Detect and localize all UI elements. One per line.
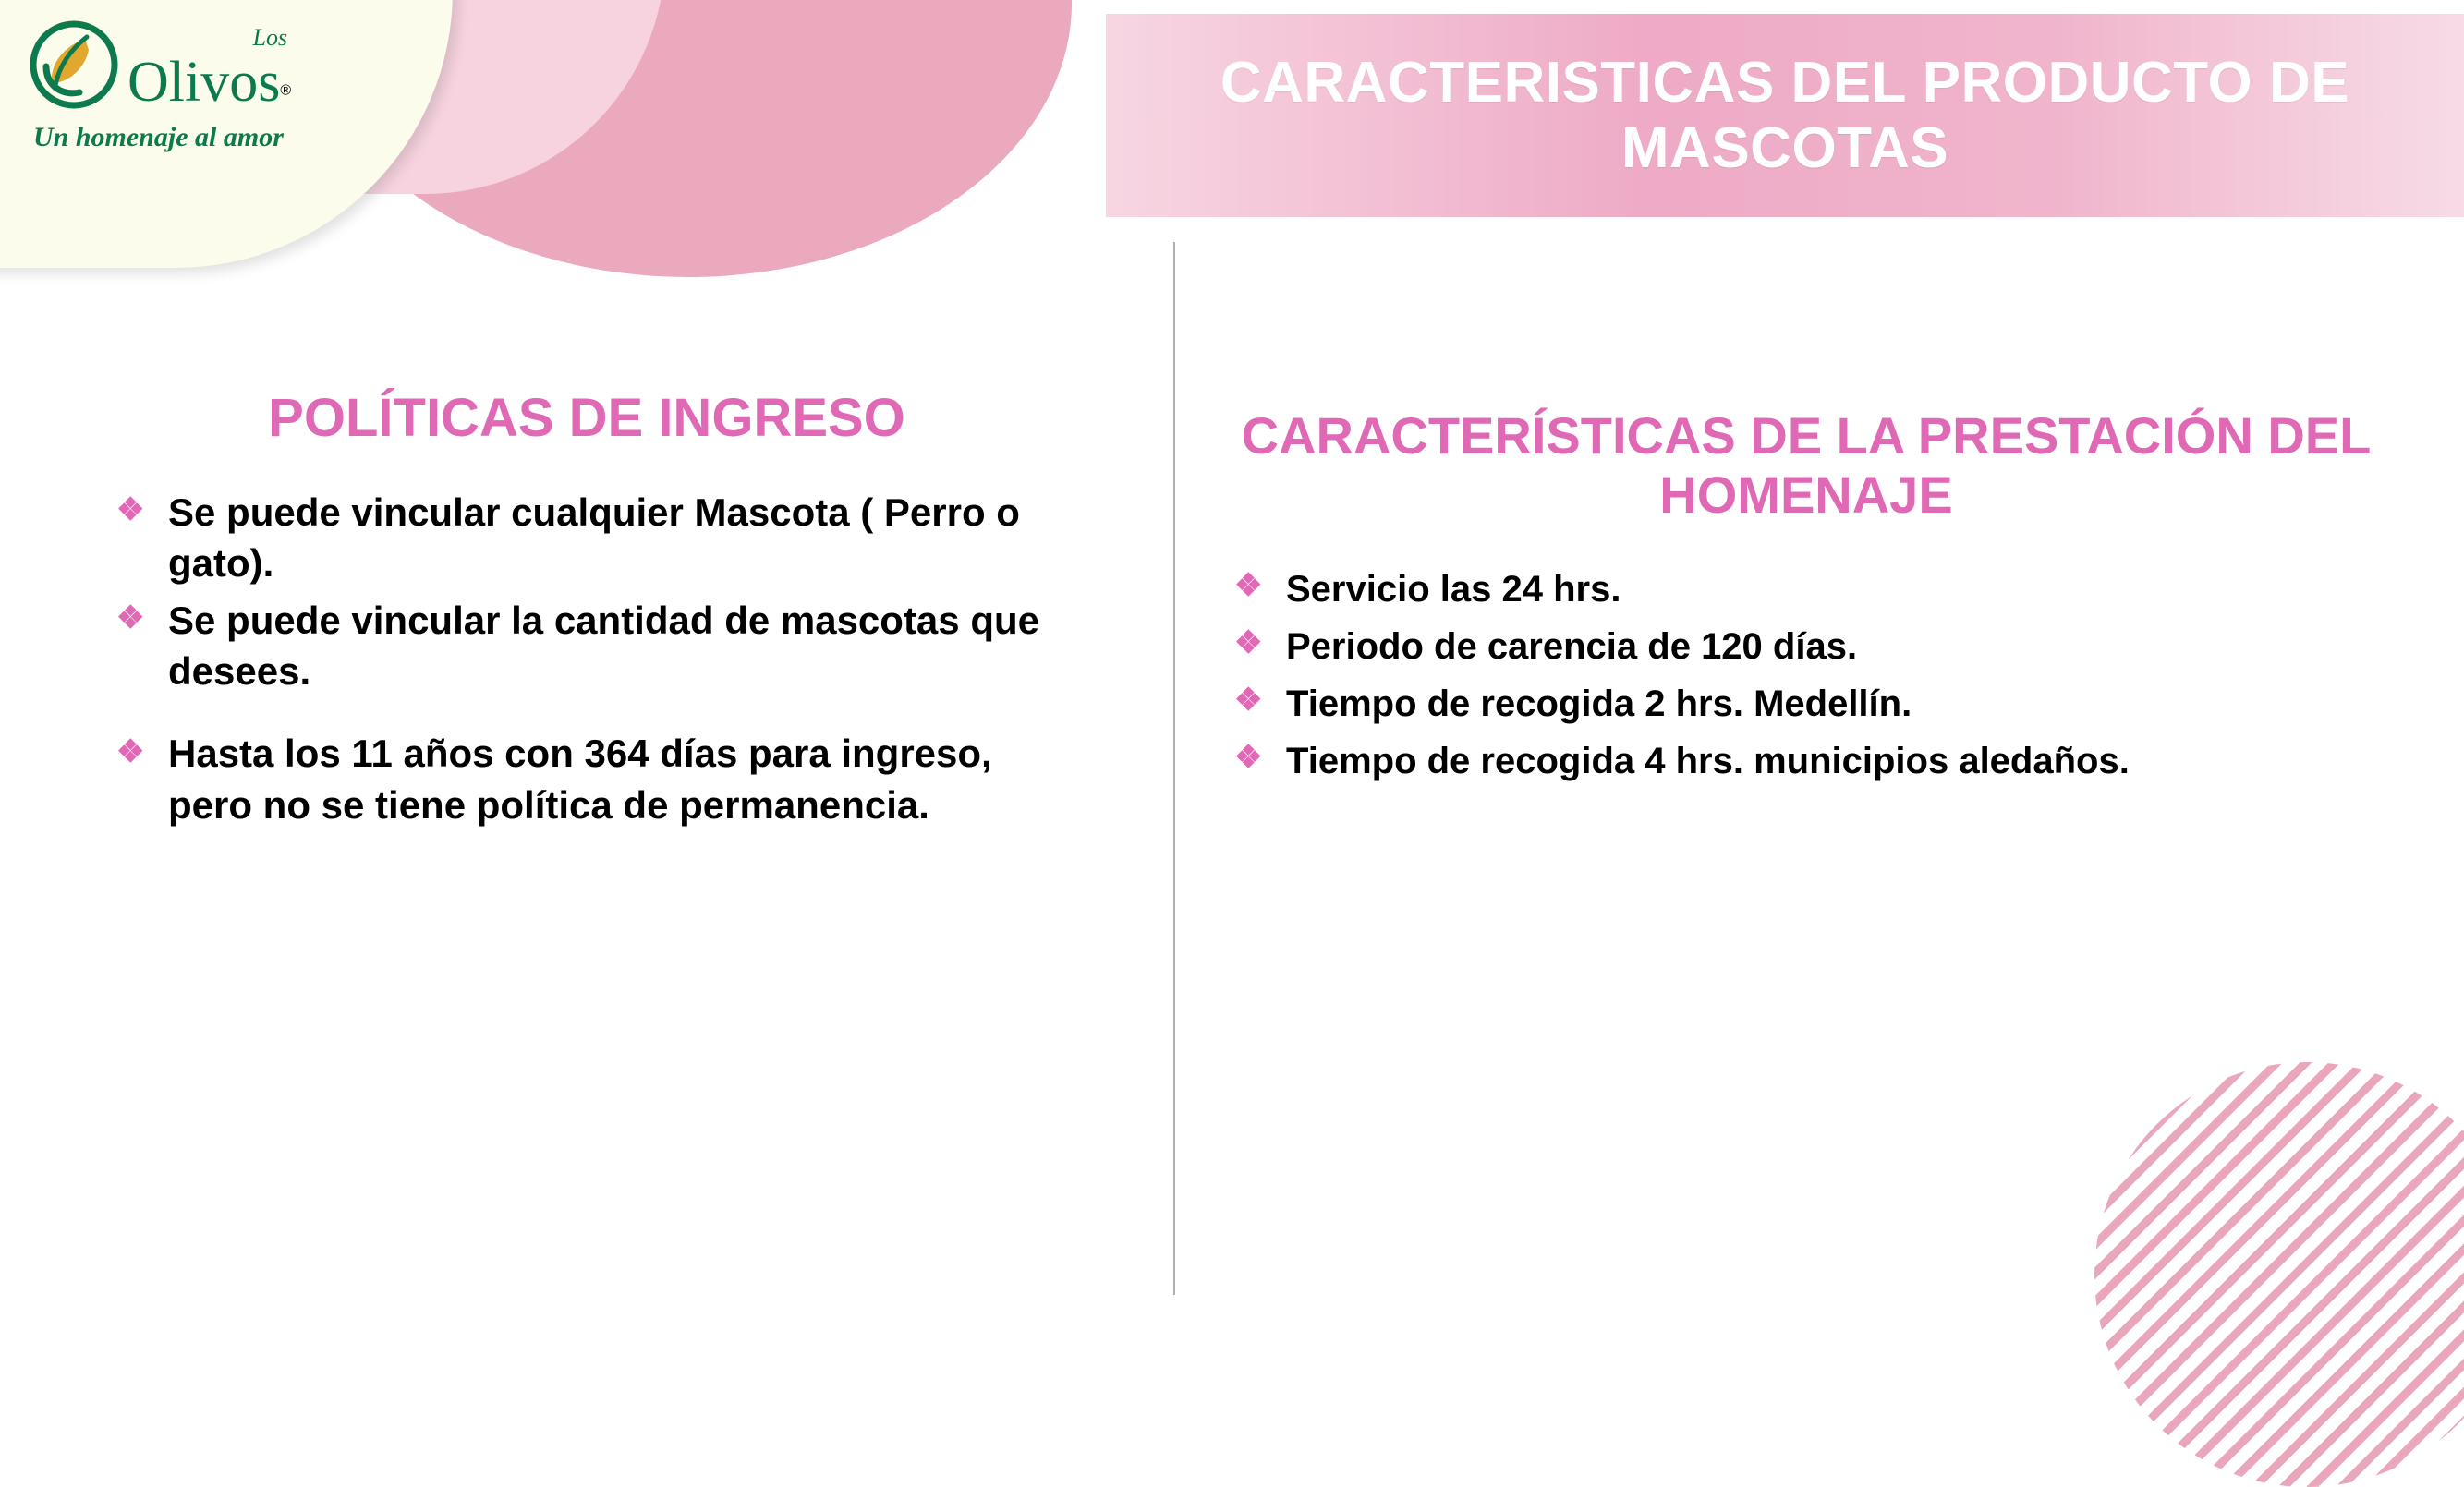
list-item-text: Servicio las 24 hrs. [1286, 568, 1621, 610]
bullet-diamond-icon: ❖ [116, 599, 145, 635]
olive-leaf-icon [28, 18, 120, 111]
list-item [1229, 562, 2384, 616]
decorative-striped-circle [2094, 1062, 2464, 1487]
bullet-diamond-icon: ❖ [1234, 567, 1263, 603]
bullet-diamond-icon: ❖ [1234, 624, 1263, 660]
list-item-text: Tiempo de recogida 4 hrs. municipios aledaños. [1286, 740, 2130, 781]
list-item [1229, 677, 2384, 731]
logo [28, 18, 416, 153]
list-item-text: Se puede vincular la cantidad de mascotas que desees. [168, 598, 1039, 693]
left-column [111, 388, 1062, 836]
right-column [1229, 406, 2384, 792]
logo-tagline: Un homenaje al amor [33, 122, 284, 152]
list-item [1229, 734, 2384, 788]
column-divider [1173, 242, 1175, 1295]
bullet-diamond-icon: ❖ [1234, 739, 1263, 775]
left-column-heading: POLÍTICAS DE INGRESO [268, 388, 905, 448]
list-item [111, 728, 1062, 830]
bullet-diamond-icon: ❖ [116, 733, 145, 769]
right-column-bullet-list [1229, 562, 2384, 788]
list-item [111, 487, 1062, 589]
slide-title: CARACTERISTICAS DEL PRODUCTO DE MASCOTAS [1220, 50, 2350, 180]
logo-registered-mark: ® [280, 82, 292, 99]
right-column-heading: CARACTERÍSTICAS DE LA PRESTACIÓN DEL HOMENAJE [1241, 406, 2372, 525]
list-item [111, 595, 1062, 697]
bullet-diamond-icon: ❖ [116, 491, 145, 527]
logo-wordmark [127, 24, 292, 114]
list-item-text: Periodo de carencia de 120 días. [1286, 625, 1858, 667]
list-item-text: Hasta los 11 años con 364 días para ingreso, pero no se tiene política de permanencia. [168, 731, 992, 827]
bullet-diamond-icon: ❖ [1234, 682, 1263, 718]
logo-los-text: Los [252, 24, 288, 51]
list-item-text: Tiempo de recogida 2 hrs. Medellín. [1286, 683, 1912, 724]
list-item-text: Se puede vincular cualquier Mascota ( Perro o gato). [168, 490, 1020, 586]
logo-olivos-text: Olivos [127, 51, 281, 114]
left-column-bullet-list [111, 487, 1062, 831]
list-item [1229, 620, 2384, 673]
header-banner [1106, 14, 2464, 217]
